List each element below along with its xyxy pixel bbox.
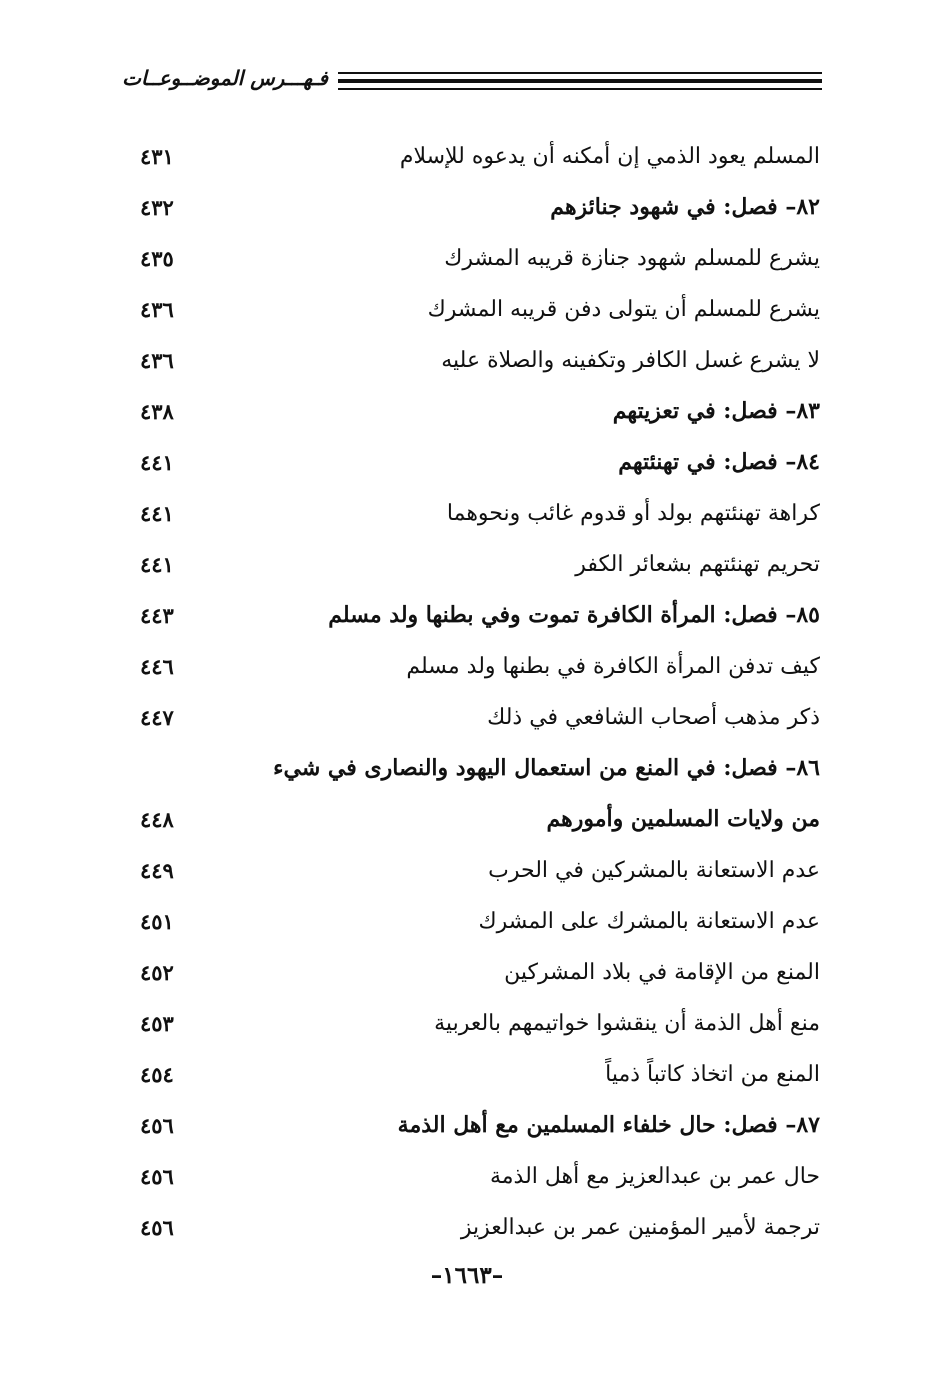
toc-entry (140, 896, 820, 947)
toc-entry (140, 233, 820, 284)
page-number: –١٦٦٣– (430, 1262, 504, 1289)
toc-entry-title: تحريم تهنئتهم بشعائر الكفر (575, 552, 820, 577)
toc-entry-title: ذكر مذهب أصحاب الشافعي في ذلك (487, 705, 820, 730)
toc-entry (140, 284, 820, 335)
toc-section-heading: ٨٦– فصل: في المنع من استعمال اليهود والنصارى في شيء من ولايات المسلمين وأمورهم (273, 755, 820, 832)
toc-entry (140, 539, 820, 590)
toc-page-number: ٤٤١ (140, 552, 174, 577)
toc-entry-title: ترجمة لأمير المؤمنين عمر بن عبدالعزيز (460, 1215, 820, 1240)
toc-entry-title: يشرع للمسلم أن يتولى دفن قريبه المشرك (427, 297, 820, 322)
toc-entry (140, 590, 820, 641)
toc-entry (140, 1049, 820, 1100)
toc-page-number: ٤٤١ (140, 501, 174, 526)
toc-entry (140, 1151, 820, 1202)
toc-entry (140, 1202, 820, 1253)
toc-entry-title: كيف تدفن المرأة الكافرة في بطنها ولد مسلم (406, 654, 820, 679)
toc-entry (140, 641, 820, 692)
running-header (110, 60, 822, 100)
toc-page-number: ٤٥٣ (140, 1011, 174, 1036)
toc-entry-title: المسلم يعود الذمي إن أمكنه أن يدعوه للإسلام (399, 144, 820, 169)
header-rule-top (338, 72, 822, 74)
toc-page-number: ٤٤٣ (140, 603, 174, 628)
toc-entry (140, 947, 820, 998)
toc-entry (140, 182, 820, 233)
toc-page-number: ٤٣١ (140, 144, 174, 169)
toc-page-number: ٤٤١ (140, 450, 174, 475)
toc-entry-title: لا يشرع غسل الكافر وتكفينه والصلاة عليه (441, 348, 820, 373)
toc-entry-title: منع أهل الذمة أن ينقشوا خواتيمهم بالعربية (434, 1011, 820, 1036)
toc-entry-title: حال عمر بن عبدالعزيز مع أهل الذمة (489, 1164, 820, 1189)
toc-section-heading: ٨٣– فصل: في تعزيتهم (612, 398, 820, 424)
toc-entry (140, 488, 820, 539)
toc-entry (140, 1100, 820, 1151)
toc-page-number: ٤٤٧ (140, 705, 174, 730)
toc-section-heading: ٨٤– فصل: في تهنئتهم (618, 449, 820, 475)
toc-entry-title: عدم الاستعانة بالمشركين في الحرب (488, 858, 820, 883)
toc-entry-title: عدم الاستعانة بالمشرك على المشرك (478, 909, 820, 934)
toc-section-heading: ٨٢– فصل: في شهود جنائزهم (550, 194, 820, 220)
toc-entry-title: المنع من الإقامة في بلاد المشركين (504, 960, 820, 985)
toc-page-number: ٤٣٨ (140, 399, 174, 424)
toc-entry (140, 692, 820, 743)
toc-entry (140, 131, 820, 182)
toc-entry-title: يشرع للمسلم شهود جنازة قريبه المشرك (444, 246, 820, 271)
toc-entry (140, 437, 820, 488)
toc-page-number: ٤٤٩ (140, 858, 174, 883)
toc-entry (140, 845, 820, 896)
toc-page-number: ٤٥٦ (140, 1113, 174, 1138)
toc-entry-title: المنع من اتخاذ كاتباً ذمياً (605, 1062, 820, 1087)
toc-page-number: ٤٣٦ (140, 297, 174, 322)
toc-entry (140, 743, 820, 845)
header-rule-middle (338, 79, 822, 83)
header-rule-bottom (338, 88, 822, 90)
toc-page-number: ٤٣٢ (140, 195, 174, 220)
toc-page-number: ٤٥٦ (140, 1215, 174, 1240)
toc-entry (140, 335, 820, 386)
toc-page-number: ٤٥١ (140, 909, 174, 934)
header-title: فـهـــرس الموضــوعــات (122, 66, 328, 90)
toc-page-number: ٤٥٢ (140, 960, 174, 985)
toc-page-number: ٤٤٨ (140, 807, 174, 832)
toc-entry-title: كراهة تهنئتهم بولد أو قدوم غائب ونحوهما (446, 501, 820, 526)
toc-page-number: ٤٥٦ (140, 1164, 174, 1189)
toc-section-heading: ٨٧– فصل: حال خلفاء المسلمين مع أهل الذمة (397, 1112, 820, 1138)
toc-page-number: ٤٤٦ (140, 654, 174, 679)
table-of-contents (140, 131, 820, 1253)
toc-section-heading: ٨٥– فصل: المرأة الكافرة تموت وفي بطنها ولد مسلم (328, 602, 820, 628)
toc-entry (140, 998, 820, 1049)
toc-page-number: ٤٥٤ (140, 1062, 174, 1087)
toc-entry (140, 386, 820, 437)
toc-page-number: ٤٣٥ (140, 246, 174, 271)
toc-page-number: ٤٣٦ (140, 348, 174, 373)
